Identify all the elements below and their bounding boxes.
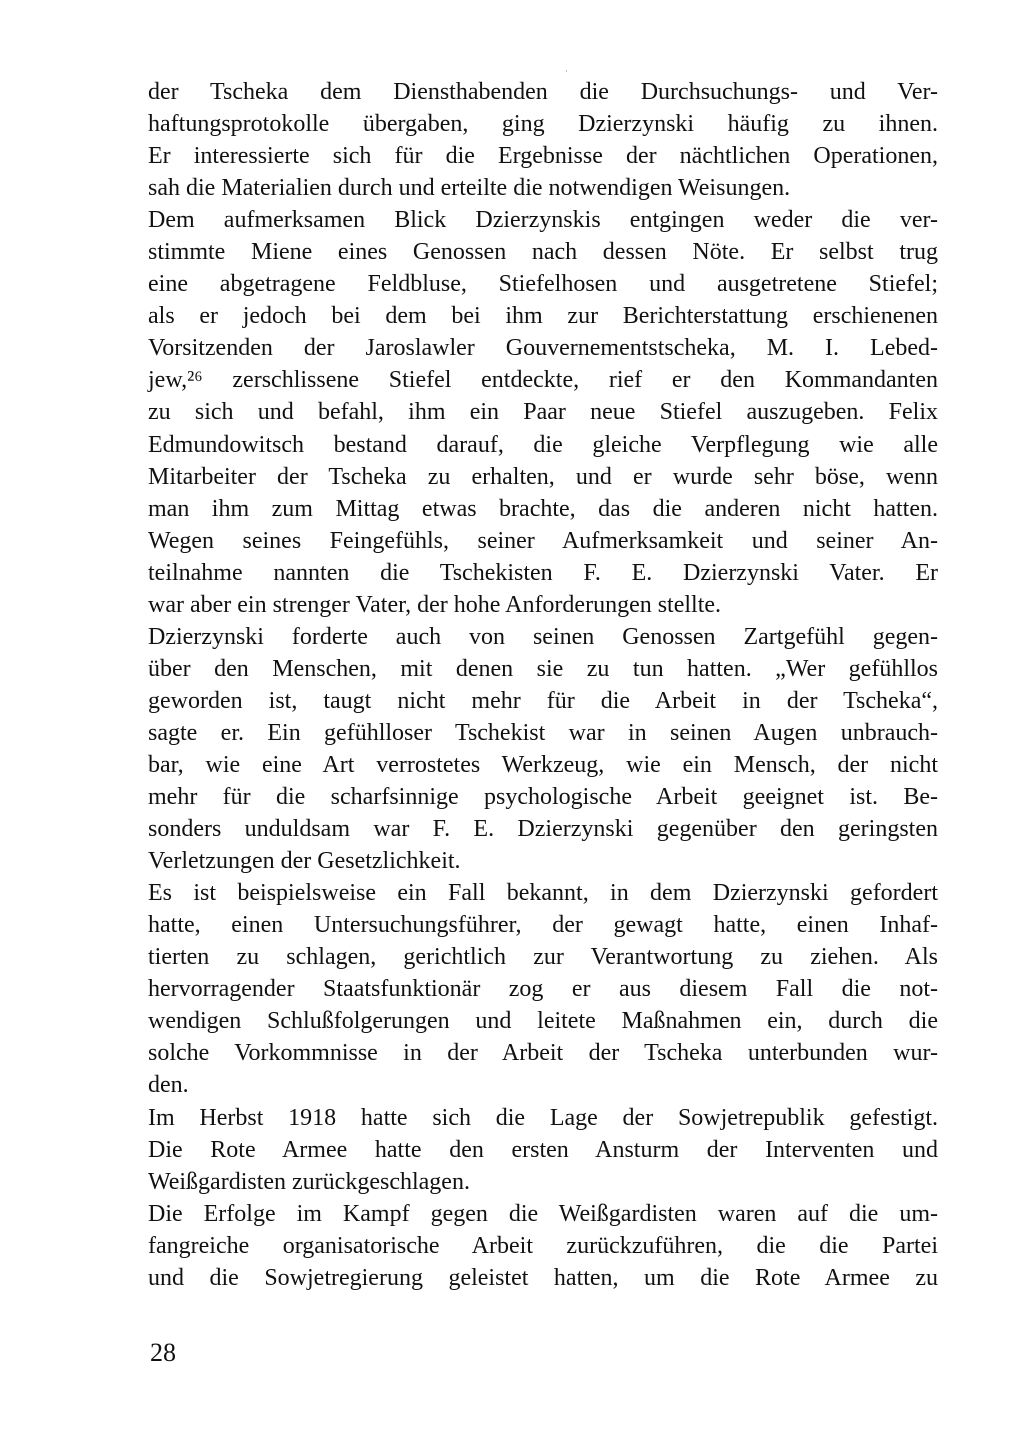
text-line: Es ist beispielsweise ein Fall bekannt, in dem Dzierzynski gefordert bbox=[148, 880, 938, 907]
text-line: sonders unduldsam war F. E. Dzierzynski gegenüber den geringsten bbox=[148, 816, 938, 843]
text-line: solche Vorkommnisse in der Arbeit der Tscheka unterbunden wur- bbox=[148, 1040, 938, 1067]
text-line: der Tscheka dem Diensthabenden die Durchsuchungs- und Ver- bbox=[148, 79, 938, 105]
text-line: Weißgardisten zurückgeschlagen. bbox=[148, 1168, 470, 1195]
text-line: man ihm zum Mittag etwas brachte, das die anderen nicht hatten. bbox=[148, 495, 938, 522]
text-line: Wegen seines Feingefühls, seiner Aufmerksamkeit und seiner An- bbox=[148, 527, 938, 554]
paper-speck bbox=[566, 70, 567, 72]
text-line: Er interessierte sich für die Ergebnisse der nächtlichen Operationen, bbox=[148, 143, 938, 170]
text-line: Im Herbst 1918 hatte sich die Lage der Sowjetrepublik gefestigt. bbox=[148, 1104, 938, 1131]
text-line: Verletzungen der Gesetzlichkeit. bbox=[148, 848, 461, 875]
text-line: jew,²⁶ zerschlissene Stiefel entdeckte, rief er den Kommandanten bbox=[148, 367, 938, 394]
text-line: sah die Materialien durch und erteilte die notwendigen Weisungen. bbox=[148, 175, 791, 202]
text-line: war aber ein strenger Vater, der hohe Anforderungen stellte. bbox=[148, 591, 722, 618]
text-line: hervorragender Staatsfunktionär zog er aus diesem Fall die not- bbox=[148, 976, 938, 1003]
body-text bbox=[148, 76, 938, 1294]
page-number: 28 bbox=[150, 1338, 176, 1367]
text-line: bar, wie eine Art verrostetes Werkzeug, wie ein Mensch, der nicht bbox=[148, 751, 938, 778]
text-line: sagte er. Ein gefühlloser Tschekist war in seinen Augen unbrauch- bbox=[148, 719, 938, 746]
text-line: als er jedoch bei dem bei ihm zur Berichterstattung erschienenen bbox=[148, 303, 938, 330]
text-line: Dem aufmerksamen Blick Dzierzynskis entgingen weder die ver- bbox=[148, 207, 938, 234]
text-line: Die Rote Armee hatte den ersten Ansturm der Interventen und bbox=[148, 1136, 938, 1163]
text-line: zu sich und befahl, ihm ein Paar neue Stiefel auszugeben. Felix bbox=[148, 399, 938, 426]
text-line: tierten zu schlagen, gerichtlich zur Verantwortung zu ziehen. Als bbox=[148, 944, 938, 971]
text-line: Die Erfolge im Kampf gegen die Weißgardisten waren auf die um- bbox=[148, 1200, 938, 1227]
text-line: mehr für die scharfsinnige psychologische Arbeit geeignet ist. Be- bbox=[148, 784, 938, 811]
text-line: über den Menschen, mit denen sie zu tun hatten. „Wer gefühllos bbox=[148, 655, 938, 682]
text-line: fangreiche organisatorische Arbeit zurückzuführen, die die Partei bbox=[148, 1232, 938, 1259]
text-line: eine abgetragene Feldbluse, Stiefelhosen und ausgetretene Stiefel; bbox=[148, 271, 938, 298]
text-line: Dzierzynski forderte auch von seinen Genossen Zartgefühl gegen- bbox=[148, 623, 938, 650]
text-line: Edmundowitsch bestand darauf, die gleiche Verpflegung wie alle bbox=[148, 431, 938, 458]
text-line: stimmte Miene eines Genossen nach dessen Nöte. Er selbst trug bbox=[148, 239, 938, 266]
text-line: und die Sowjetregierung geleistet hatten, um die Rote Armee zu bbox=[148, 1264, 938, 1291]
text-line: haftungsprotokolle übergaben, ging Dzierzynski häufig zu ihnen. bbox=[148, 111, 938, 138]
text-line: den. bbox=[148, 1072, 189, 1099]
text-line: wendigen Schlußfolgerungen und leitete Maßnahmen ein, durch die bbox=[148, 1008, 938, 1035]
text-line: teilnahme nannten die Tschekisten F. E. Dzierzynski Vater. Er bbox=[148, 559, 938, 586]
text-line: Vorsitzenden der Jaroslawler Gouvernementstscheka, M. I. Lebed- bbox=[148, 335, 938, 362]
text-line: hatte, einen Untersuchungsführer, der gewagt hatte, einen Inhaf- bbox=[148, 912, 938, 939]
text-line: geworden ist, taugt nicht mehr für die Arbeit in der Tscheka“, bbox=[148, 687, 938, 714]
text-line: Mitarbeiter der Tscheka zu erhalten, und er wurde sehr böse, wenn bbox=[148, 463, 938, 490]
